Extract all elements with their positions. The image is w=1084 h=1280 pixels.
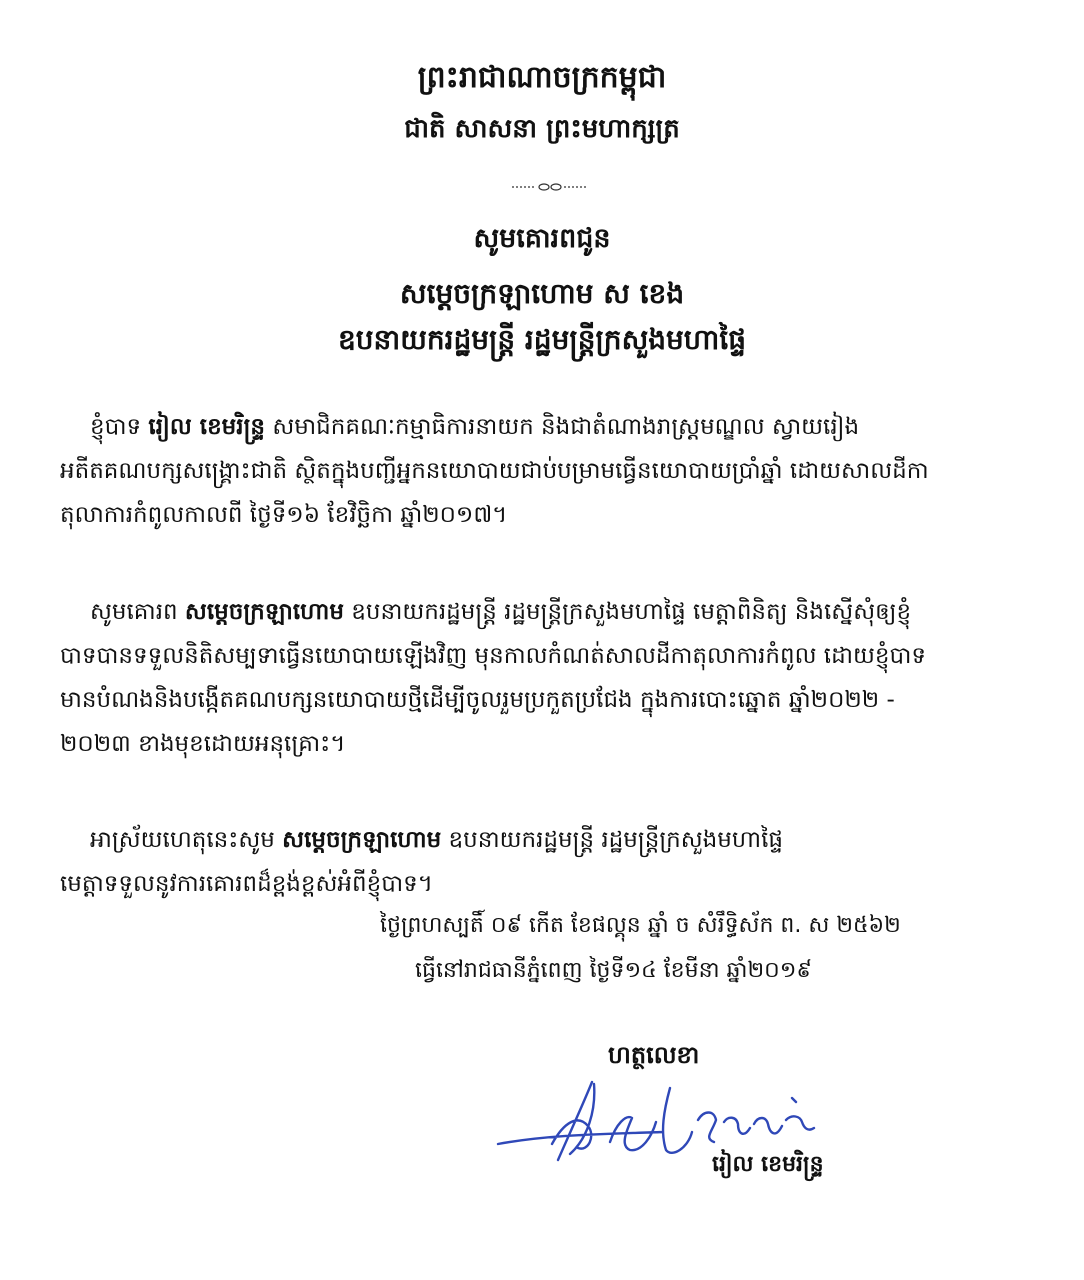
p3-text-a: អាស្រ័យហេតុនេះសូម — [90, 827, 283, 853]
p1-text-a: ខ្ញុំបាទ — [90, 414, 149, 440]
p3-text-b: ឧបនាយករដ្ឋមន្ត្រី រដ្ឋមន្ត្រីក្រសួងមហាផ្ទៃ — [441, 827, 783, 853]
paragraph-2 — [60, 590, 1026, 766]
paragraph-3 — [60, 818, 1026, 906]
signature-label: ហត្ថលេខា — [608, 1041, 700, 1069]
national-motto: ជាតិ សាសនា ព្រះមហាក្សត្រ — [404, 114, 680, 144]
paragraph-2-line-3: មានបំណងនិងបង្កើតគណបក្សនយោបាយថ្មីដើម្បីចូលរួមប្រកួតប្រជែង ក្នុងការបោះឆ្នោត ឆ្នាំ២០២២ - — [60, 687, 895, 713]
lunar-date: ថ្ងៃព្រហស្បតិ៍ ០៩ កើត ខែផល្គុន ឆ្នាំ ច សំរឹទ្ធិស័ក ព. ស ២៥៦២ — [380, 913, 901, 938]
kingdom-heading: ព្រះរាជាណាចក្រកម្ពុជា — [417, 60, 667, 95]
paragraph-1-line-2: អតីតគណបក្សសង្គ្រោះជាតិ ស្ថិតក្នុងបញ្ជីអ្នកនយោបាយជាប់បម្រាមធ្វើនយោបាយប្រាំឆ្នាំ ដោយសាលដីកា — [60, 458, 929, 484]
salutation: សូមគោរពជូន — [473, 223, 611, 254]
paragraph-1-line-3: តុលាការកំពូលកាលពី ថ្ងៃទី១៦ ខែវិច្ឆិកា ឆ្នាំ២០១៧។ — [60, 502, 508, 528]
paragraph-2-line-2: បាទបានទទួលនិតិសម្បទាធ្វើនយោបាយឡើងវិញ មុនកាលកំណត់សាលដីកាតុលាការកំពូល ដោយខ្ញុំបាទ — [60, 643, 927, 669]
paragraph-3-line-2: មេត្តាទទួលនូវការគោរពដ៏ខ្ពង់ខ្ពស់អំពីខ្ញុំបាទ។ — [60, 871, 433, 897]
recipient-title: ឧបនាយករដ្ឋមន្ត្រី រដ្ឋមន្ត្រីក្រសួងមហាផ្ទៃ — [337, 323, 746, 356]
recipient-name: សម្តេចក្រឡាហោម ស ខេង — [399, 277, 685, 310]
paragraph-2-line-1 — [60, 590, 1026, 634]
paragraph-2-line-4: ២០២៣ ខាងមុខដោយអនុគ្រោះ។ — [60, 731, 346, 757]
recipient-name-bold: សម្តេចក្រឡាហោម — [184, 599, 344, 625]
recipient-name-bold: សម្តេចក្រឡាហោម — [282, 827, 442, 853]
paragraph-1 — [60, 405, 1026, 537]
ornament-divider-icon — [510, 182, 590, 192]
p2-text-a: សូមគោរព — [90, 599, 185, 625]
p1-text-b: សមាជិកគណៈកម្មាធិការនាយក និងជាតំណាងរាស្ត្រមណ្ឌល ស្វាយរៀង — [265, 414, 860, 440]
paragraph-1-line-1 — [60, 405, 1026, 449]
p2-text-b: ឧបនាយករដ្ឋមន្ត្រី រដ្ឋមន្ត្រីក្រសួងមហាផ្ទៃ មេត្តាពិនិត្យ និងស្នើសុំឲ្យខ្ញុំ — [343, 599, 912, 625]
sender-name-bold: រៀល ខេមរិន្ទ្រ — [148, 414, 266, 440]
place-and-solar-date: ធ្វើនៅរាជធានីភ្នំពេញ ថ្ងៃទី១៤ ខែមីនា ឆ្នាំ២០១៩ — [415, 958, 812, 983]
signer-name: រៀល ខេមរិន្ទ្រ — [712, 1152, 824, 1177]
paragraph-3-line-1 — [60, 818, 1026, 862]
